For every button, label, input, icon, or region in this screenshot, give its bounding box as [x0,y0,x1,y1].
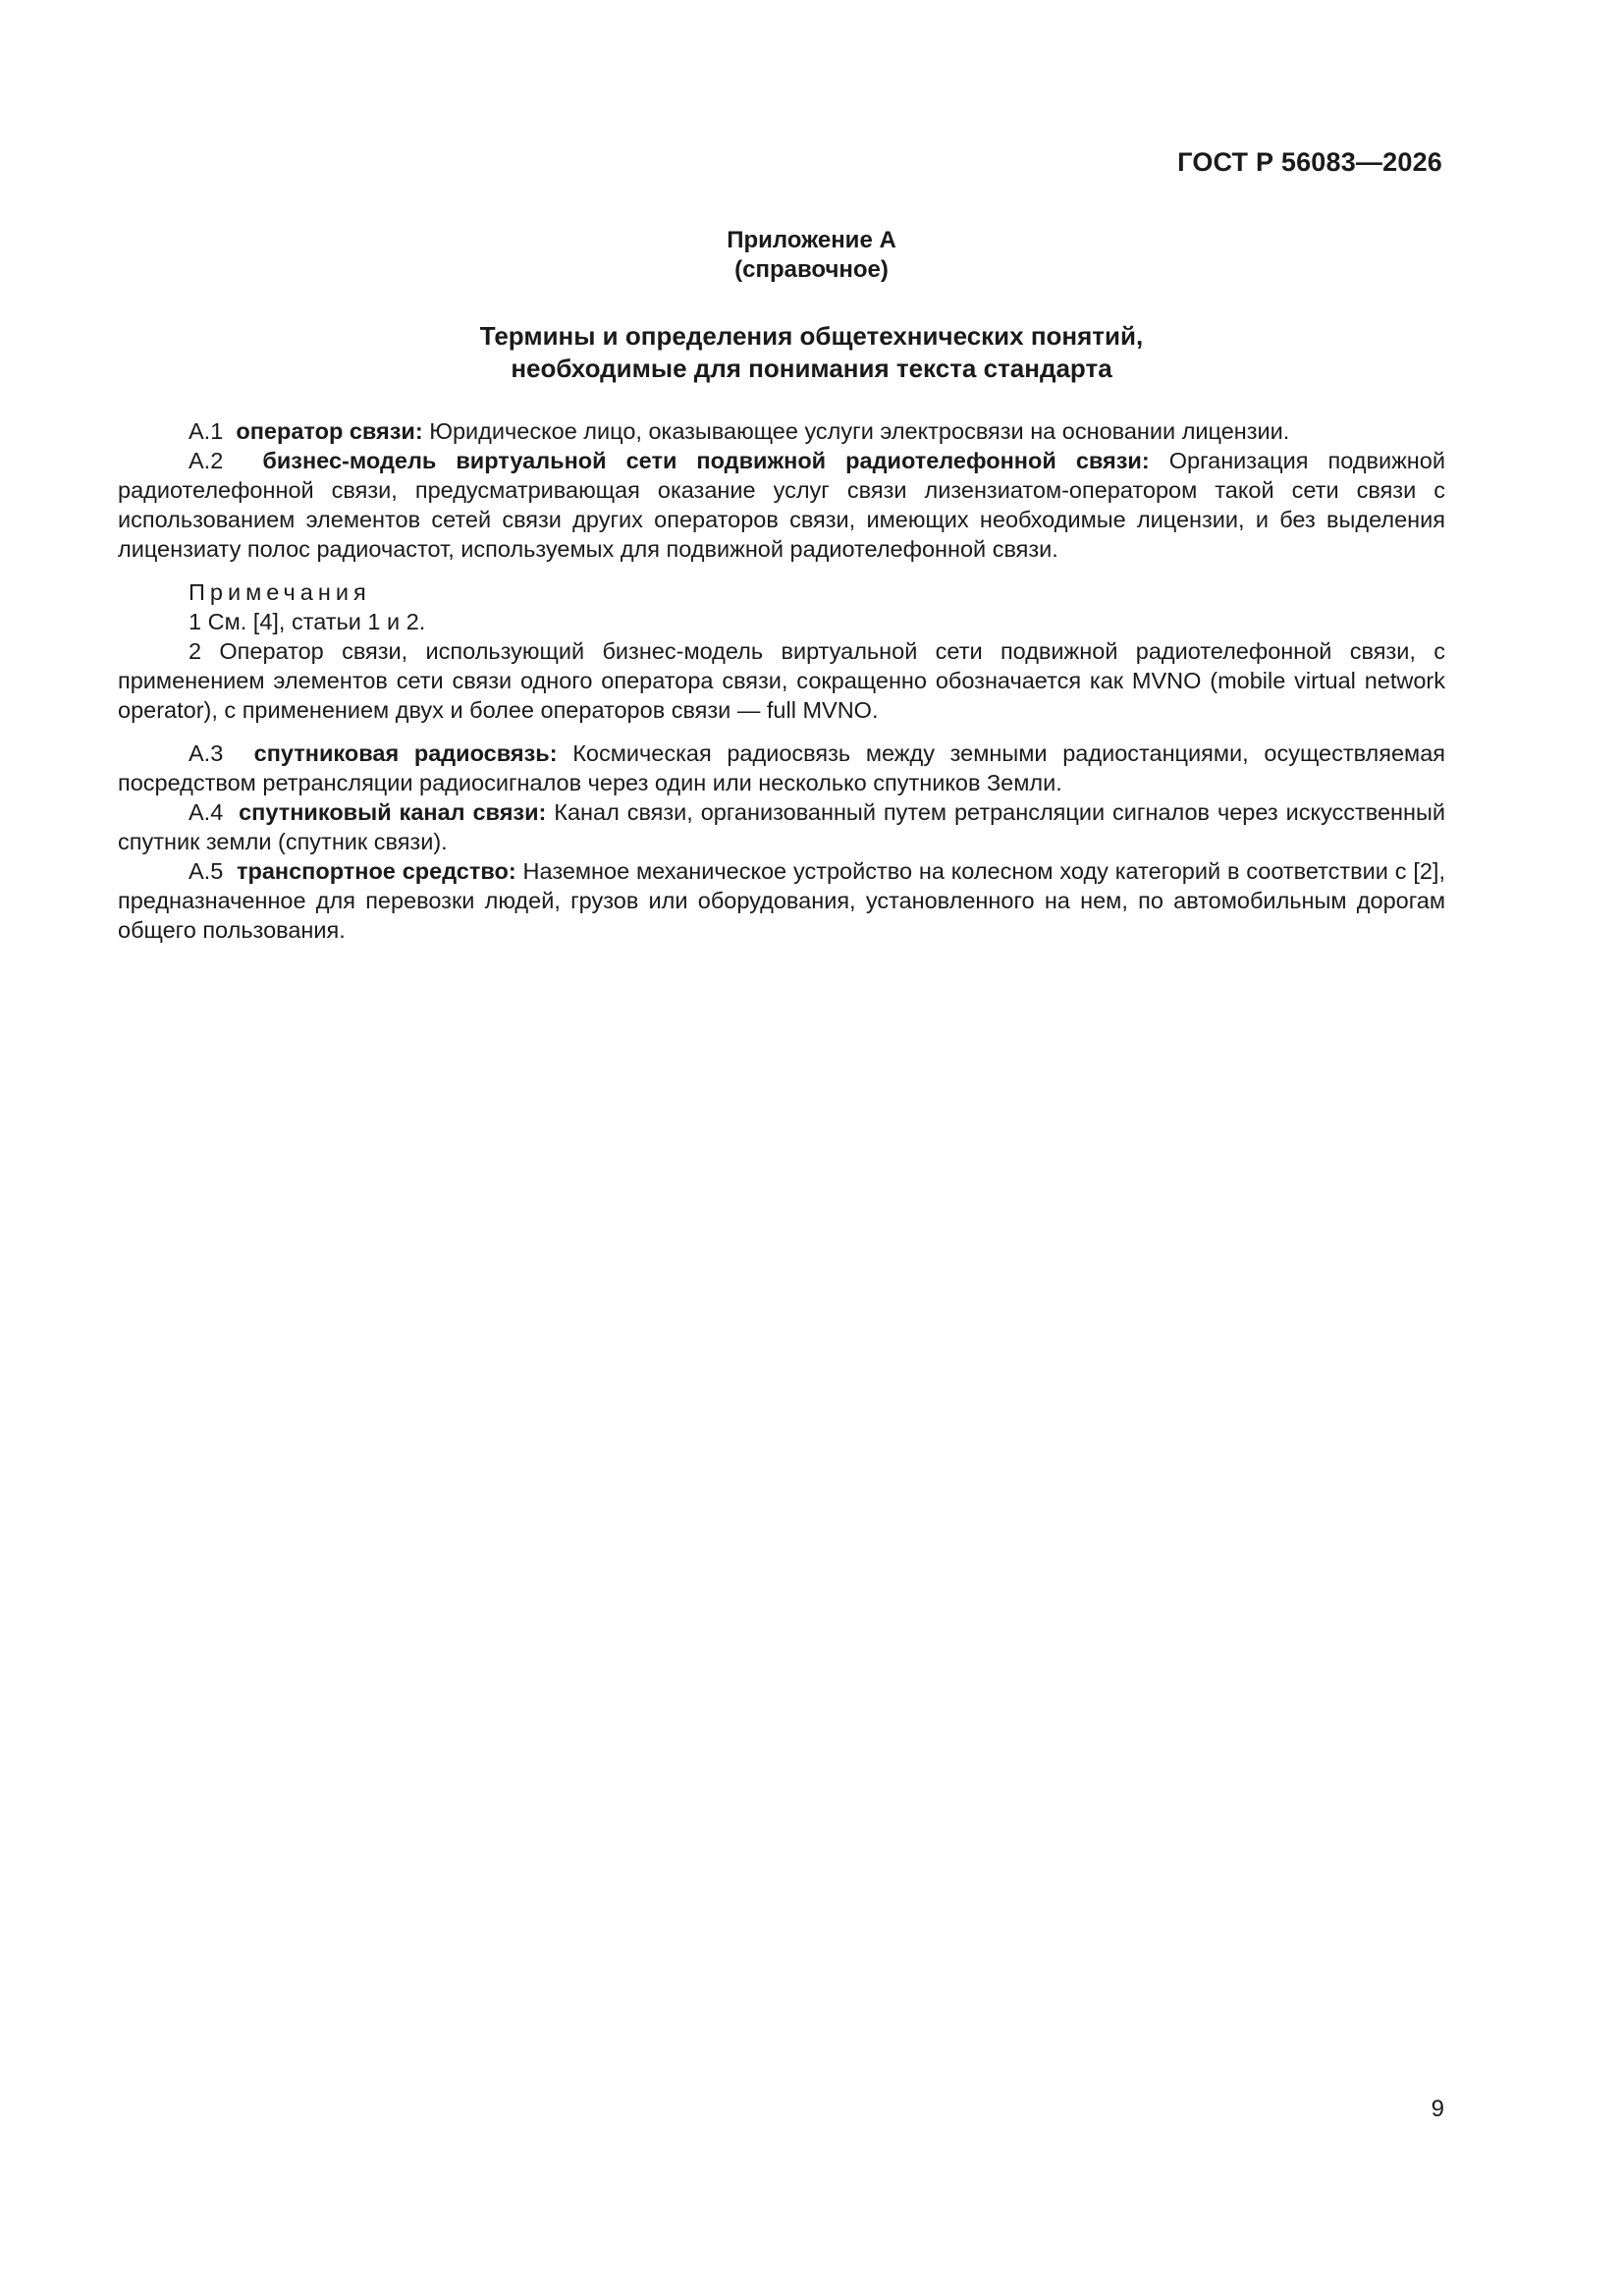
annex-label: Приложение А [727,227,896,253]
term-name: оператор связи: [236,418,423,444]
spacer [118,725,1445,738]
term-number: А.1 [189,418,224,444]
term-number: А.5 [189,858,224,884]
term-name: спутниковый канал связи: [239,799,547,825]
note-item: 1 См. [4], статьи 1 и 2. [189,609,426,634]
term-definition: Канал связи, организованный путем ретрансляции сигналов через искусственный спутник земли (спутник связи). [118,799,1446,854]
term-definition: Организация подвижной радиотелефонной связи, предусматривающая оказание услуг связи лизензиатом-оператором такой сети связи с использованием элементов сетей связи других операторов связи, имеющих необходимые лицензии, и без выделения лицензиату полос радиочастот, используемых для подвижной радиотелефонной связи. [118,448,1445,562]
term-definition: Юридическое лицо, оказывающее услуги электросвязи на основании лицензии. [429,418,1290,444]
term-definition: Наземное механическое устройство на колесном ходу категорий в соответствии с [2], предназначенное для перевозки людей, грузов или оборудования, установленного на нем, по автомобильным дорогам общего пользования. [118,858,1445,943]
annex-title-line-2: необходимые для понимания текста стандарта [511,354,1112,383]
term-name: спутниковая радиосвязь: [253,740,558,766]
annex-title-line-1: Термины и определения общетехнических понятий, [479,321,1144,351]
notes-heading: Примечания [189,579,371,605]
term-entry [118,738,1445,797]
term-number: А.4 [189,799,224,825]
term-entry [118,797,1445,856]
term-name: транспортное средство: [236,858,516,884]
note-item: 2 Оператор связи, использующий бизнес-модель виртуальной сети подвижной радиотелефонной связи, с применением элементов сети связи одного оператора связи, сокращенно обозначается как MVNO (mobile virtual network operator), с применением двух и более операторов связи — full MVNO. [118,638,1445,723]
term-number: А.3 [189,740,224,766]
page-number: 9 [1431,2096,1444,2122]
term-entry [118,446,1445,564]
annex-title [0,320,1623,385]
annex-heading [0,226,1623,285]
annex-status: (справочное) [734,256,889,283]
document-number: ГОСТ Р 56083—2026 [1177,147,1442,177]
term-definition: Космическая радиосвязь между земными радиостанциями, осуществляемая посредством ретрансляции радиосигналов через один или несколько спутников Земли. [118,740,1445,795]
annex-content [118,416,1445,945]
spacer [118,564,1445,577]
term-entry [118,856,1445,945]
term-entry [118,416,1445,446]
term-name: бизнес-модель виртуальной сети подвижной радиотелефонной связи: [262,448,1150,473]
term-number: А.2 [189,448,224,473]
